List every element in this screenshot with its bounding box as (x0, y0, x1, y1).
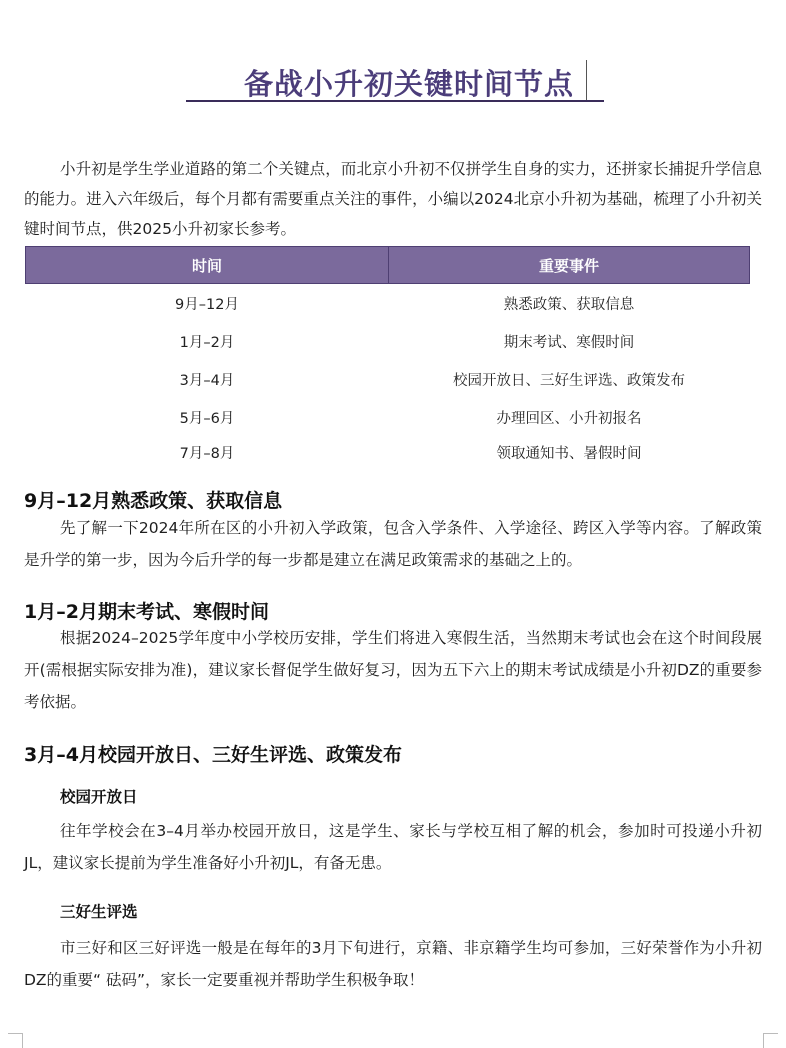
text-cursor (586, 60, 587, 100)
table-cell-time: 3月–4月 (179, 372, 235, 389)
table-header-time: 时间 (26, 247, 389, 284)
table-cell-time: 1月–2月 (179, 334, 235, 351)
table-row (26, 398, 750, 436)
table-row (26, 360, 750, 398)
table-cell-event: 校园开放日、三好生评选、政策发布 (453, 372, 685, 389)
section-text-jan-feb: 根据2024–2025学年度中小学校历安排，学生们将进入寒假生活，当然期末考试也会在这个时间段展开(需根据实际安排为准)，建议家长督促学生做好复习，因为五下六上的期末考试成绩是小升初DZ的重要参考依据。 (24, 629, 762, 711)
title-block (186, 56, 606, 102)
section-text-sep-dec: 先了解一下2024年所在区的小升初入学政策，包含入学条件、入学途径、跨区入学等内容。了解政策是升学的第一步，因为今后升学的每一步都是建立在满足政策需求的基础之上的。 (24, 519, 762, 569)
subsection-heading-merit-student: 三好生评选 (60, 903, 138, 921)
subsection-text-merit-student: 市三好和区三好评选一般是在每年的3月下旬进行，京籍、非京籍学生均可参加，三好荣誉作为小升初 DZ的重要“ 砝码”，家长一定要重视并帮助学生积极争取！ (24, 939, 762, 989)
section-heading-jan-feb: 1月–2月期末考试、寒假时间 (24, 601, 269, 623)
table-header-event: 重要事件 (389, 247, 750, 284)
subsection-heading-open-day: 校园开放日 (60, 788, 138, 806)
table-cell-event: 熟悉政策、获取信息 (503, 296, 635, 313)
intro-paragraph: 小升初是学生学业道路的第二个关键点，而北京小升初不仅拼学生自身的实力，还拼家长捕捉升学信息的能力。进入六年级后，每个月都有需要重点关注的事件，小编以2024北京小升初为基础，梳理了小升初关键时间节点，供2025小升初家长参考。 (24, 160, 762, 238)
table-cell-time: 7月–8月 (179, 445, 235, 462)
table-cell-event: 办理回区、小升初报名 (496, 410, 642, 427)
subsection-text-open-day: 往年学校会在3–4月举办校园开放日，这是学生、家长与学校互相了解的机会，参加时可投递小升初JL，建议家长提前为学生准备好小升初JL，有备无患。 (24, 822, 762, 872)
table-row (26, 436, 750, 468)
section-heading-sep-dec: 9月–12月熟悉政策、获取信息 (24, 490, 283, 512)
document-title: 备战小升初关键时间节点 (244, 67, 575, 101)
section-heading-mar-apr: 3月–4月校园开放日、三好生评选、政策发布 (24, 744, 402, 766)
table-cell-time: 5月–6月 (179, 410, 235, 427)
page-corner-mark-left (8, 1033, 23, 1048)
table-row (26, 322, 750, 360)
table-cell-time: 9月–12月 (175, 296, 239, 313)
table-cell-event: 期末考试、寒假时间 (503, 334, 635, 351)
table-cell-event: 领取通知书、暑假时间 (496, 445, 642, 462)
timeline-table (25, 246, 750, 468)
page-corner-mark-right (763, 1033, 778, 1048)
table-header-row (26, 247, 750, 284)
table-row (26, 284, 750, 323)
